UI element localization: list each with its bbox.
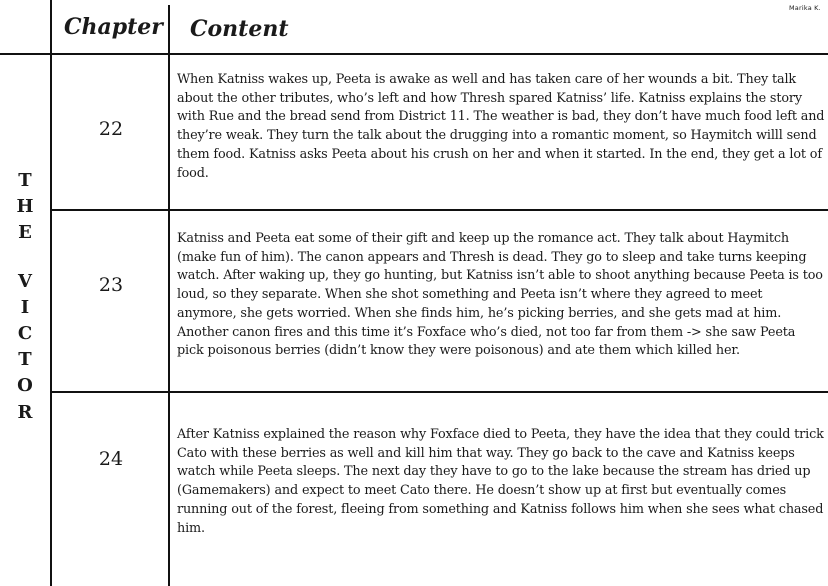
chapter-summary: Katniss and Peeta eat some of their gift and keep up the romance act. They talk about Haymitch (make fun of him). The canon appears and Thresh is dead. They go to sleep and take turns keeping watch. After waking up, they go hunting, but Katniss isn’t able to shoot anything because Peeta is too loud, so they separate. When she shot something and Peeta isn’t where they agreed to meet anymore, she gets worried. When she finds him, he’s picking berries, and she gets mad at him. Another canon fires and this time it’s Foxface who’s died, not too far from them -> she saw Peeta pick poisonous berries (didn’t know they were poisonous) and ate them which killed her.: [177, 231, 823, 359]
title-letter: V: [18, 270, 32, 292]
author-name: Marika K.: [789, 4, 821, 12]
content-column-header: Content: [190, 16, 289, 42]
row-divider-2: [50, 391, 828, 393]
header-bottom-rule: [0, 53, 828, 55]
chapter-number: 23: [98, 274, 124, 296]
chapter-number: 24: [98, 448, 124, 470]
title-letter: T: [18, 349, 32, 371]
title-letter-gap: [0, 247, 50, 269]
title-letter: E: [18, 222, 32, 244]
row-divider-1: [50, 209, 828, 211]
title-letter: T: [18, 170, 32, 191]
chapter-column-header: Chapter: [64, 14, 163, 40]
section-title-vertical: [0, 168, 50, 426]
title-letter: O: [17, 375, 33, 397]
title-letter: H: [16, 196, 34, 218]
title-letter: R: [17, 401, 33, 423]
title-letter: C: [17, 322, 33, 344]
chapter-number: 22: [98, 118, 124, 140]
chapter-summary: After Katniss explained the reason why Foxface died to Peeta, they have the idea that they could trick Cato with these berries as well and kill him that way. They go back to the cave and Katniss keeps watch while Peeta sleeps. The next day they have to go to the lake because the stream has dried up (Gamemakers) and expect to meet Cato there. He doesn’t show up at first but eventually comes running out of the forest, fleeing from something and Katniss follows him when she sees what chased him.: [177, 427, 824, 536]
chapter-summary: When Katniss wakes up, Peeta is awake as well and has taken care of her wounds a bit. They talk about the other tributes, who’s left and how Thresh spared Katniss’ life. Katniss explains the story with Rue and the bread send from District 11. The weather is bad, they don’t have much food left and they’re weak. They turn the talk about the drugging into a romantic moment, so Haymitch willl send them food. Katniss asks Peeta about his crush on her and when it started. In the end, they get a lot of food.: [177, 72, 825, 181]
title-letter: I: [20, 296, 30, 318]
